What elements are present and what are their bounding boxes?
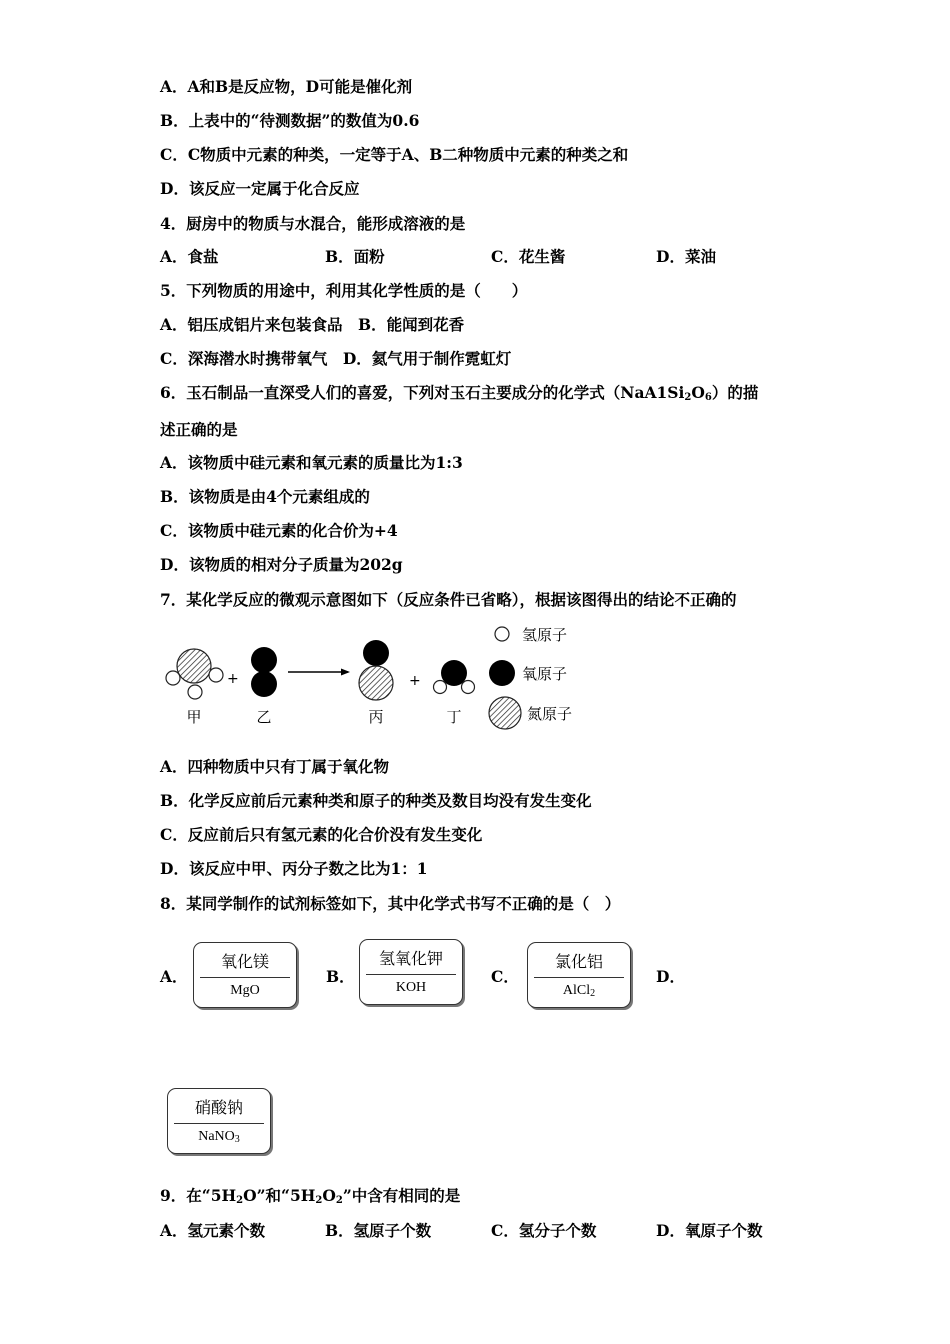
- q4-option-c: C．花生酱: [491, 247, 566, 266]
- reagent-label-d: [167, 1088, 271, 1154]
- q5-stem: 5．下列物质的用途中，利用其化学性质的是（ ）: [160, 281, 528, 300]
- molecule-bing: [359, 640, 393, 700]
- q4-options: [160, 247, 760, 267]
- q9-option-d: D．氧原子个数: [656, 1221, 763, 1240]
- q8-stem: 8．某同学制作的试剂标签如下，其中化学式书写不正确的是（ ）: [160, 894, 621, 913]
- reaction-arrow: [288, 669, 350, 676]
- q8-letter-b: B．: [326, 967, 355, 986]
- molecule-ding: [434, 660, 475, 694]
- q8-letter-a: A．: [160, 967, 188, 986]
- q3-option-b: B．上表中的“待测数据”的数值为0.6: [160, 111, 420, 130]
- legend-hydrogen-label: 氢原子: [522, 626, 568, 644]
- q3-option-a: A．A和B是反应物，D可能是催化剂: [160, 77, 413, 96]
- q7-option-c: C．反应前后只有氢元素的化合价没有发生变化: [160, 825, 483, 844]
- reagent-formula: KOH: [395, 980, 427, 995]
- q6-option-a: A．该物质中硅元素和氧元素的质量比为1:3: [160, 453, 463, 472]
- reaction-diagram-svg: [160, 622, 590, 734]
- q6-option-d: D．该物质的相对分子质量为202g: [160, 555, 403, 574]
- label-yi: 乙: [256, 708, 272, 726]
- q9-options: [160, 1221, 780, 1241]
- hydrogen-atom: [188, 685, 202, 699]
- label-divider: [174, 1123, 264, 1124]
- nitrogen-atom: [177, 649, 211, 683]
- nitrogen-atom: [359, 666, 393, 700]
- legend-nitrogen-label: 氮原子: [527, 705, 573, 723]
- q9-option-b: B．氢原子个数: [325, 1221, 432, 1240]
- oxygen-atom: [363, 640, 389, 666]
- label-ding: 丁: [446, 708, 462, 726]
- label-divider: [534, 977, 624, 978]
- q6-option-c: C．该物质中硅元素的化合价为+4: [160, 521, 398, 540]
- legend-nitrogen-icon: [489, 697, 521, 729]
- label-divider: [200, 977, 290, 978]
- molecule-yi: [251, 647, 277, 697]
- q5-options-ab: A．铝压成铝片来包装食品 B．能闻到花香: [160, 315, 465, 334]
- label-bing: 丙: [368, 708, 384, 726]
- q4-stem: 4．厨房中的物质与水混合，能形成溶液的是: [160, 214, 466, 233]
- q7-stem: 7．某化学反应的微观示意图如下（反应条件已省略），根据该图得出的结论不正确的: [160, 590, 737, 609]
- label-divider: [366, 974, 456, 975]
- reaction-diagram: [160, 622, 590, 734]
- reagent-name: 氯化铝: [554, 952, 603, 971]
- q9-option-c: C．氢分子个数: [491, 1221, 597, 1240]
- q3-option-c: C．C物质中元素的种类，一定等于A、B二种物质中元素的种类之和: [160, 145, 629, 164]
- label-jia: 甲: [186, 708, 202, 726]
- q6-option-b: B．该物质是由4个元素组成的: [160, 487, 370, 506]
- q9-stem: 9．在“$5H_2O$”和“$5H_2O_2$”中含有相同的是: [160, 1186, 461, 1206]
- q3-option-d: D．该反应一定属于化合反应: [160, 179, 360, 198]
- q7-option-b: B．化学反应前后元素种类和原子的种类及数目均没有发生变化: [160, 791, 592, 810]
- hydrogen-atom: [209, 668, 223, 682]
- hydrogen-atom: [434, 681, 447, 694]
- reagent-formula: AlCl$_2$: [562, 983, 596, 999]
- legend-oxygen-icon: [489, 660, 515, 686]
- q6-stem-continued: 述正确的是: [160, 420, 238, 439]
- q5-options-cd: C．深海潜水时携带氧气 D．氦气用于制作霓虹灯: [160, 349, 512, 368]
- q7-option-d: D．该反应中甲、丙分子数之比为1：1: [160, 859, 428, 878]
- plus-sign-1: +: [227, 671, 239, 687]
- q8-letter-c: C．: [491, 967, 519, 986]
- reagent-label-b: [359, 939, 463, 1005]
- q8-letter-d: D．: [656, 967, 685, 986]
- molecule-jia: [166, 649, 223, 699]
- legend-oxygen-label: 氧原子: [522, 665, 568, 683]
- reagent-formula: NaNO$_3$: [198, 1129, 240, 1145]
- reagent-name: 氧化镁: [220, 952, 269, 971]
- q4-option-d: D．菜油: [656, 247, 716, 266]
- reagent-label-a: [193, 942, 297, 1008]
- oxygen-atom: [251, 647, 277, 673]
- q4-option-a: A．食盐: [160, 247, 219, 266]
- q6-stem: 6．玉石制品一直深受人们的喜爱，下列对玉石主要成分的化学式$(NaA1Si_2O_6)$的描: [160, 383, 759, 403]
- reagent-name: 硝酸钠: [194, 1098, 243, 1117]
- q7-option-a: A．四种物质中只有丁属于氧化物: [160, 757, 390, 776]
- legend-hydrogen-icon: [495, 627, 509, 641]
- oxygen-atom: [251, 671, 277, 697]
- q4-option-b: B．面粉: [325, 247, 385, 266]
- reagent-label-c: [527, 942, 631, 1008]
- q9-option-a: A．氢元素个数: [160, 1221, 266, 1240]
- atom-legend: [489, 626, 572, 729]
- plus-sign-2: +: [409, 673, 421, 689]
- reagent-name: 氢氧化钾: [378, 949, 443, 968]
- hydrogen-atom: [166, 671, 180, 685]
- hydrogen-atom: [462, 681, 475, 694]
- reagent-formula: MgO: [230, 983, 260, 998]
